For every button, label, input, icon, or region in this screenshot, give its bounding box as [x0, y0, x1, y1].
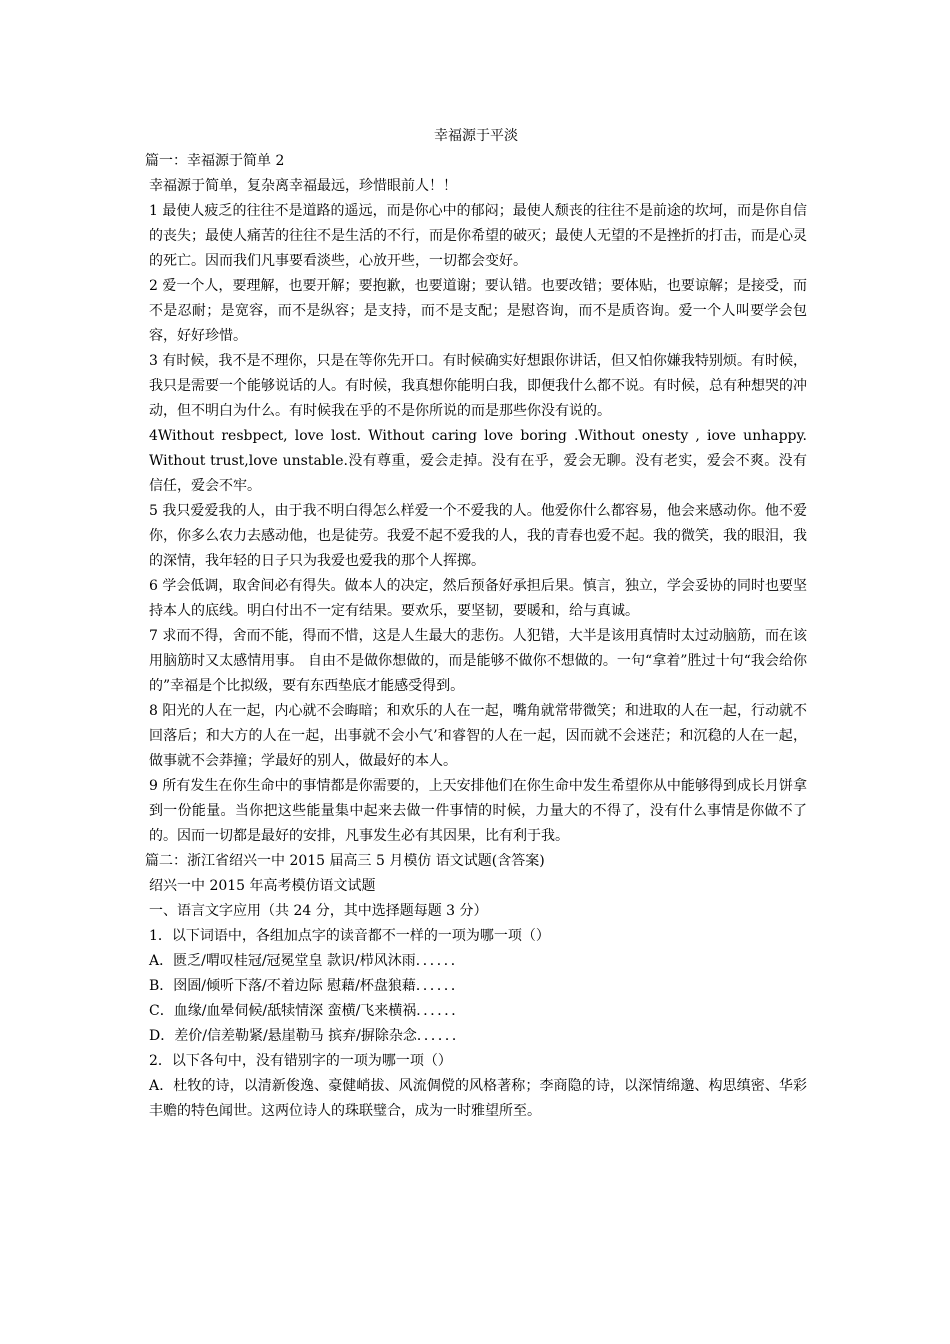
- question-1-option-d: D．差价/信差勒紧/悬崖勒马 摈弃/摒除杂念．．．．．．: [149, 1028, 466, 1044]
- document-page: [145, 124, 807, 1124]
- part2-heading: 篇二：浙江省绍兴一中 2015 届高三 5 月模仿 语文试题(含答案): [145, 853, 545, 869]
- question-1-option-a: A．匮乏/喟叹桂冠/冠冕堂皇 款识/栉风沐雨．．．．．．: [149, 953, 465, 969]
- paragraph-1: 1 最使人疲乏的往往不是道路的遥远，而是你心中的郁闷；最使人颓丧的往往不是前途的坎坷，而是你自信的丧失；最使人痛苦的往往不是生活的不行，而是你希望的破灭；最使人无望的不是挫折的打击，而是心灵的死亡。因而我们凡事要看淡些，心放开些，一切都会变好。: [149, 203, 807, 269]
- exam-title: 绍兴一中 2015 年高考模仿语文试题: [149, 878, 376, 894]
- paragraph-5: 5 我只爱爱我的人，由于我不明白得怎么样爱一个不爱我的人。他爱你什么都容易，他会来感动你。他不爱你，你多么农力去感动他，也是徒劳。我爱不起不爱我的人，我的青春也爱不起。我的微笑，我的眼泪，我的深情，我年轻的日子只为我爱也爱我的那个人挥掷。: [149, 503, 807, 569]
- part1-subtitle: 幸福源于简单，复杂离幸福最远，珍惜眼前人！！: [149, 178, 457, 194]
- paragraph-4: 4Without resbpect, love lost. Without caring love boring .Without onesty , iove unhappy. Without trust,love unstable.没有尊重，爱会走掉。没有在乎，爱会无聊。没有老实，爱会不爽。没有信任，爱会不牢。: [149, 428, 807, 494]
- document-title: 幸福源于平淡: [434, 128, 518, 144]
- part1-heading: 篇一：幸福源于简单 2: [145, 153, 285, 169]
- paragraph-9: 9 所有发生在你生命中的事情都是你需要的，上天安排他们在你生命中发生希望你从中能够得到成长月饼拿到一份能量。当你把这些能量集中起来去做一件事情的时候，力量大的不得了，没有什么事情是你做不了的。因而一切都是最好的安排，凡事发生必有其因果，比有利于我。: [149, 778, 807, 844]
- question-2-option-a: A．杜牧的诗，以清新俊逸、豪健峭拔、风流倜傥的风格著称；李商隐的诗，以深情绵邈、构思缜密、华彩丰赡的特色闻世。这两位诗人的珠联璧合，成为一时雅望所至。: [149, 1078, 807, 1119]
- section-heading: 一、语言文字应用（共 24 分，其中选择题每题 3 分）: [149, 903, 488, 919]
- question-1-option-b: B．囹圄/倾听下落/不着边际 慰藉/杯盘狼藉．．．．．．: [149, 978, 465, 994]
- paragraph-3: 3 有时候，我不是不理你，只是在等你先开口。有时候确实好想跟你讲话，但又怕你嫌我特别烦。有时候，我只是需要一个能够说话的人。有时候，我真想你能明白我，即便我什么都不说。有时候，总有种想哭的冲动，但不明白为什么。有时候我在乎的不是你所说的而是那些你没有说的。: [149, 353, 807, 419]
- paragraph-8: 8 阳光的人在一起，内心就不会晦暗；和欢乐的人在一起，嘴角就常带微笑；和进取的人在一起，行动就不回落后；和大方的人在一起，出事就不会小气’和睿智的人在一起，因而就不会迷茫；和沉稳的人在一起，做事就不会莽撞；学最好的别人，做最好的本人。: [149, 703, 807, 769]
- paragraph-7: 7 求而不得，舍而不能，得而不惜，这是人生最大的悲伤。人犯错，大半是该用真情时太过动脑筋，而在该用脑筋时又太感情用事。 自由不是做你想做的，而是能够不做你不想做的。一句“拿着”胜过十句“我会给你的”幸福是个比拟级，要有东西垫底才能感受得到。: [149, 628, 807, 694]
- paragraph-6: 6 学会低调，取舍间必有得失。做本人的决定，然后预备好承担后果。慎言，独立，学会妥协的同时也要坚持本人的底线。明白付出不一定有结果。要欢乐，要坚韧，要暖和，给与真诚。: [149, 578, 807, 619]
- paragraph-2: 2 爱一个人，要理解，也要开解；要抱歉，也要道谢；要认错。也要改错；要体贴，也要谅解；是接受，而不是忍耐；是宽容，而不是纵容；是支持，而不是支配；是慰咨询，而不是质咨询。爱一个人叫要学会包容，好好珍惜。: [149, 278, 807, 344]
- question-1-option-c: C．血缘/血晕伺候/舐犊情深 蛮横/飞来横祸．．．．．．: [149, 1003, 466, 1019]
- question-1: 1．以下词语中，各组加点字的读音都不一样的一项为哪一项（）: [149, 928, 550, 944]
- question-2: 2．以下各句中，没有错别字的一项为哪一项（）: [149, 1053, 452, 1069]
